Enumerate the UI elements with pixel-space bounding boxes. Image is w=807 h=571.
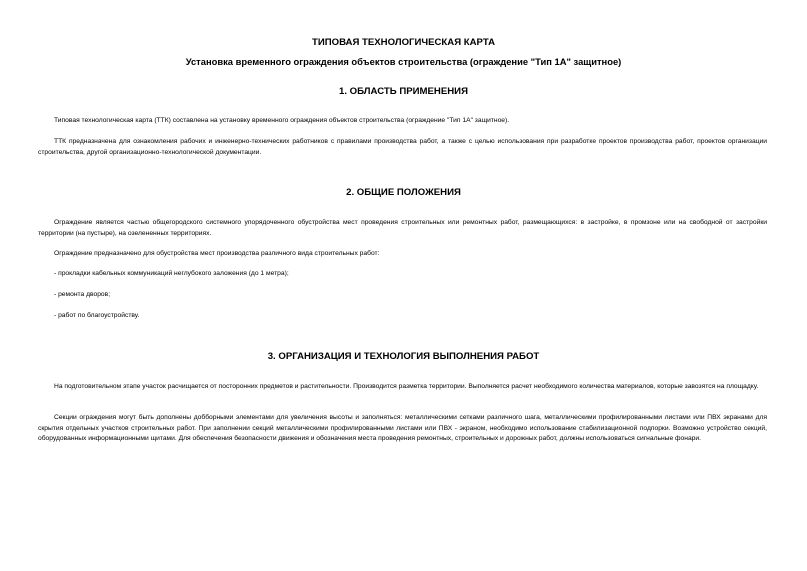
list-item: - работ по благоустройству. <box>54 312 140 319</box>
section-heading-general: 2. ОБЩИЕ ПОЛОЖЕНИЯ <box>346 187 461 198</box>
section-heading-organization: 3. ОРГАНИЗАЦИЯ И ТЕХНОЛОГИЯ ВЫПОЛНЕНИЯ РАБОТ <box>267 351 540 362</box>
paragraph: Ограждение является частью общегородского системного упорядоченного обустройства мест проведения строительных или ремонтных работ, размещающихся: в застройке, в промзоне или на свободной от застройки территории (на пустыре), на озелененных территориях. <box>38 219 767 237</box>
paragraph: Секции ограждения могут быть дополнены добборными элементами для увеличения высоты и заполняться: металлическими сетками различного шага, металлическими профилированными листами или ПВХ экранами для скрытия отдельных участков строительных работ. При заполнении секций металлическими профилированными листами или ПВХ - экраном, необходимо использование стабилизационной подпорки. Возможно устройство секций, оборудованных информационными щитами. Для обеспечения безопасности движения и обозначения места проведения ремонтных, строительных и дорожных работ, должны использоваться сигнальные фонари. <box>38 414 767 443</box>
paragraph: На подготовительном этапе участок расчищается от посторонних предметов и растительности. Производится разметка территории. Выполняется расчет необходимого количества материалов, которые завозятся на площадку. <box>54 383 759 390</box>
list-item: - ремонта дворов; <box>54 291 111 298</box>
section-heading-scope: 1. ОБЛАСТЬ ПРИМЕНЕНИЯ <box>339 86 468 97</box>
list-item: - прокладки кабельных коммуникаций неглубокого заложения (до 1 метра); <box>54 270 289 277</box>
paragraph: ТТК предназначена для ознакомления рабочих и инженерно-технических работников с правилами производства работ, а также с целью использования при разработке проектов производства работ, проектов организации строительства, другой организационно-технологической документации. <box>38 138 767 156</box>
document-subtitle: Установка временного ограждения объектов строительства (ограждение "Тип 1А" защитное) <box>185 56 622 67</box>
paragraph: Типовая технологическая карта (ТТК) составлена на установку временного ограждения объектов строительства (ограждение "Тип 1А" защитное). <box>54 117 510 124</box>
document-title: ТИПОВАЯ ТЕХНОЛОГИЧЕСКАЯ КАРТА <box>311 37 496 48</box>
paragraph: Ограждение предназначено для обустройства мест производства различного вида строительных работ: <box>54 250 380 257</box>
